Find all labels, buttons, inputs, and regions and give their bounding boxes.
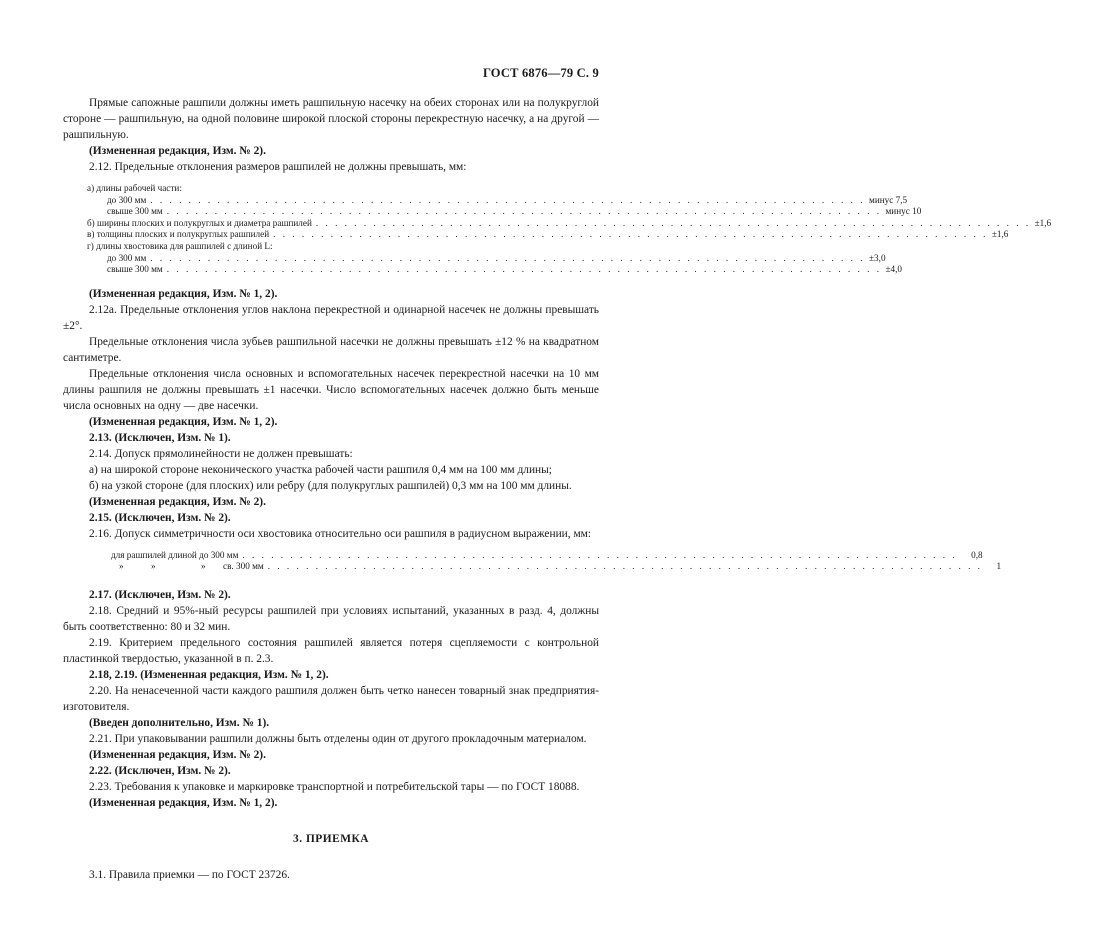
clause-2-23: 2.23. Требования к упаковке и маркировке транспортной и потребительской тары — по ГОСТ 18088. — [89, 780, 580, 793]
table-row: свыше 300 мм . . . . . . . . . . . . . . . . . . . . . . . . . . . . . . . . . . . . . . . . . . . . . . . . . . . . . . . . . . . . . . . . . . . . . . . . . . . минус 10 — [107, 206, 922, 217]
revision-note: (Измененная редакция, Изм. № 1, 2). — [89, 287, 278, 300]
table-row: а) длины рабочей части: — [87, 183, 182, 193]
table-row: б) ширины плоских и полукруглых и диаметра рашпилей . . . . . . . . . . . . . . . . . . . . . . . . . . . . . . . . . . . . . . . . . . . . . . . . . . . . . . . . . . . . . . . . . . . . . . . . . . . ±1,6 — [87, 217, 1052, 228]
table-row: в) толщины плоских и полукруглых рашпилей . . . . . . . . . . . . . . . . . . . . . . . . . . . . . . . . . . . . . . . . . . . . . . . . . . . . . . . . . . . . . . . . . . . . . . . . . . . ±1,6 — [87, 229, 1009, 240]
revision-note: (Измененная редакция, Изм. № 2). — [89, 748, 266, 761]
clause-3-1: 3.1. Правила приемки — по ГОСТ 23726. — [89, 868, 290, 881]
table-row: до 300 мм . . . . . . . . . . . . . . . . . . . . . . . . . . . . . . . . . . . . . . . . . . . . . . . . . . . . . . . . . . . . . . . . . . . . . . . . . . . ±3,0 — [107, 252, 886, 263]
clause-2-14-a: а) на широкой стороне неконического участка рабочей части рашпиля 0,4 мм на 100 мм длины; — [89, 463, 552, 476]
clause-2-14: 2.14. Допуск прямолинейности не должен превышать: — [89, 447, 353, 460]
tolerance-table — [63, 183, 1052, 276]
table-row: » » » св. 300 мм . . . . . . . . . . . . . . . . . . . . . . . . . . . . . . . . . . . . . . . . . . . . . . . . . . . . . . . . . . . . . . . . . . . . . . . . . . . 1 — [119, 561, 1002, 572]
clause-2-15: 2.15. (Исключен, Изм. № 2). — [89, 511, 231, 524]
clause-2-22: 2.22. (Исключен, Изм. № 2). — [89, 764, 231, 777]
section-title: 3. ПРИЕМКА — [293, 832, 369, 845]
revision-note: (Измененная редакция, Изм. № 1, 2). — [89, 415, 278, 428]
clause-2-12a-cuts: Предельные отклонения числа основных и вспомогательных насечек перекрестной насечки на 10 мм длины рашпиля не должны превышать ±1 насечки. Число вспомогательных насечек должно быть меньше числа основных на одну — две насечки. — [63, 367, 599, 412]
clause-2-13: 2.13. (Исключен, Изм. № 1). — [89, 431, 231, 444]
revision-note: (Измененная редакция, Изм. № 2). — [89, 145, 266, 157]
revision-note: (Введен дополнительно, Изм. № 1). — [89, 716, 270, 729]
revision-note: 2.18, 2.19. (Измененная редакция, Изм. № 1, 2). — [89, 668, 329, 681]
clause-2-19: 2.19. Критерием предельного состояния рашпилей является потеря сцепляемости с контрольной пластинкой твердостью, указанной в п. 2.3. — [63, 636, 599, 665]
clause-2-12: 2.12. Предельные отклонения размеров рашпилей не должны превышать, мм: — [89, 161, 467, 173]
clause-2-20: 2.20. На ненасеченной части каждого рашпиля должен быть четко нанесен товарный знак предприятия-изготовителя. — [63, 684, 599, 713]
clause-2-12a: 2.12а. Предельные отклонения углов наклона перекрестной и одинарной насечек не должны превышать ±2°. — [63, 303, 599, 332]
table-row: свыше 300 мм . . . . . . . . . . . . . . . . . . . . . . . . . . . . . . . . . . . . . . . . . . . . . . . . . . . . . . . . . . . . . . . . . . . . . . . . . . . ±4,0 — [107, 264, 903, 275]
revision-note: (Измененная редакция, Изм. № 1, 2). — [89, 796, 278, 809]
clause-2-21: 2.21. При упаковывании рашпили должны быть отделены один от другого прокладочным материалом. — [89, 732, 587, 745]
clause-2-14-b: б) на узкой стороне (для плоских) или ребру (для полукруглых рашпилей) 0,3 мм на 100 мм длины. — [89, 479, 572, 492]
document-body — [63, 95, 1052, 883]
symmetry-table — [63, 549, 1002, 573]
table-row: для рашпилей длиной до 300 мм . . . . . . . . . . . . . . . . . . . . . . . . . . . . . . . . . . . . . . . . . . . . . . . . . . . . . . . . . . . . . . . . . . . . . . . . . . . 0,8 — [111, 549, 983, 560]
table-row: г) длины хвостовика для рашпилей с длиной L: — [87, 240, 273, 251]
paragraph-straight-rasps: Прямые сапожные рашпили должны иметь рашпильную насечку на обеих сторонах или на полукруглой стороне — рашпильную, на одной половине широкой плоской стороны перекрестную насечку, а на другой — рашпильную. — [63, 97, 599, 141]
clause-2-17: 2.17. (Исключен, Изм. № 2). — [89, 588, 231, 601]
revision-note: (Измененная редакция, Изм. № 2). — [89, 495, 266, 508]
page-header: ГОСТ 6876—79 С. 9 — [482, 66, 599, 80]
clause-2-12a-teeth: Предельные отклонения числа зубьев рашпильной насечки не должны превышать ±12 % на квадратном сантиметре. — [63, 335, 599, 364]
table-row: до 300 мм . . . . . . . . . . . . . . . . . . . . . . . . . . . . . . . . . . . . . . . . . . . . . . . . . . . . . . . . . . . . . . . . . . . . . . . . . . . минус 7,5 — [107, 194, 908, 205]
clause-2-16: 2.16. Допуск симметричности оси хвостовика относительно оси рашпиля в радиусном выражении, мм: — [89, 527, 592, 540]
clause-2-18: 2.18. Средний и 95%-ный ресурсы рашпилей при условиях испытаний, указанных в разд. 4, должны быть соответственно: 80 и 32 мин. — [63, 604, 599, 633]
